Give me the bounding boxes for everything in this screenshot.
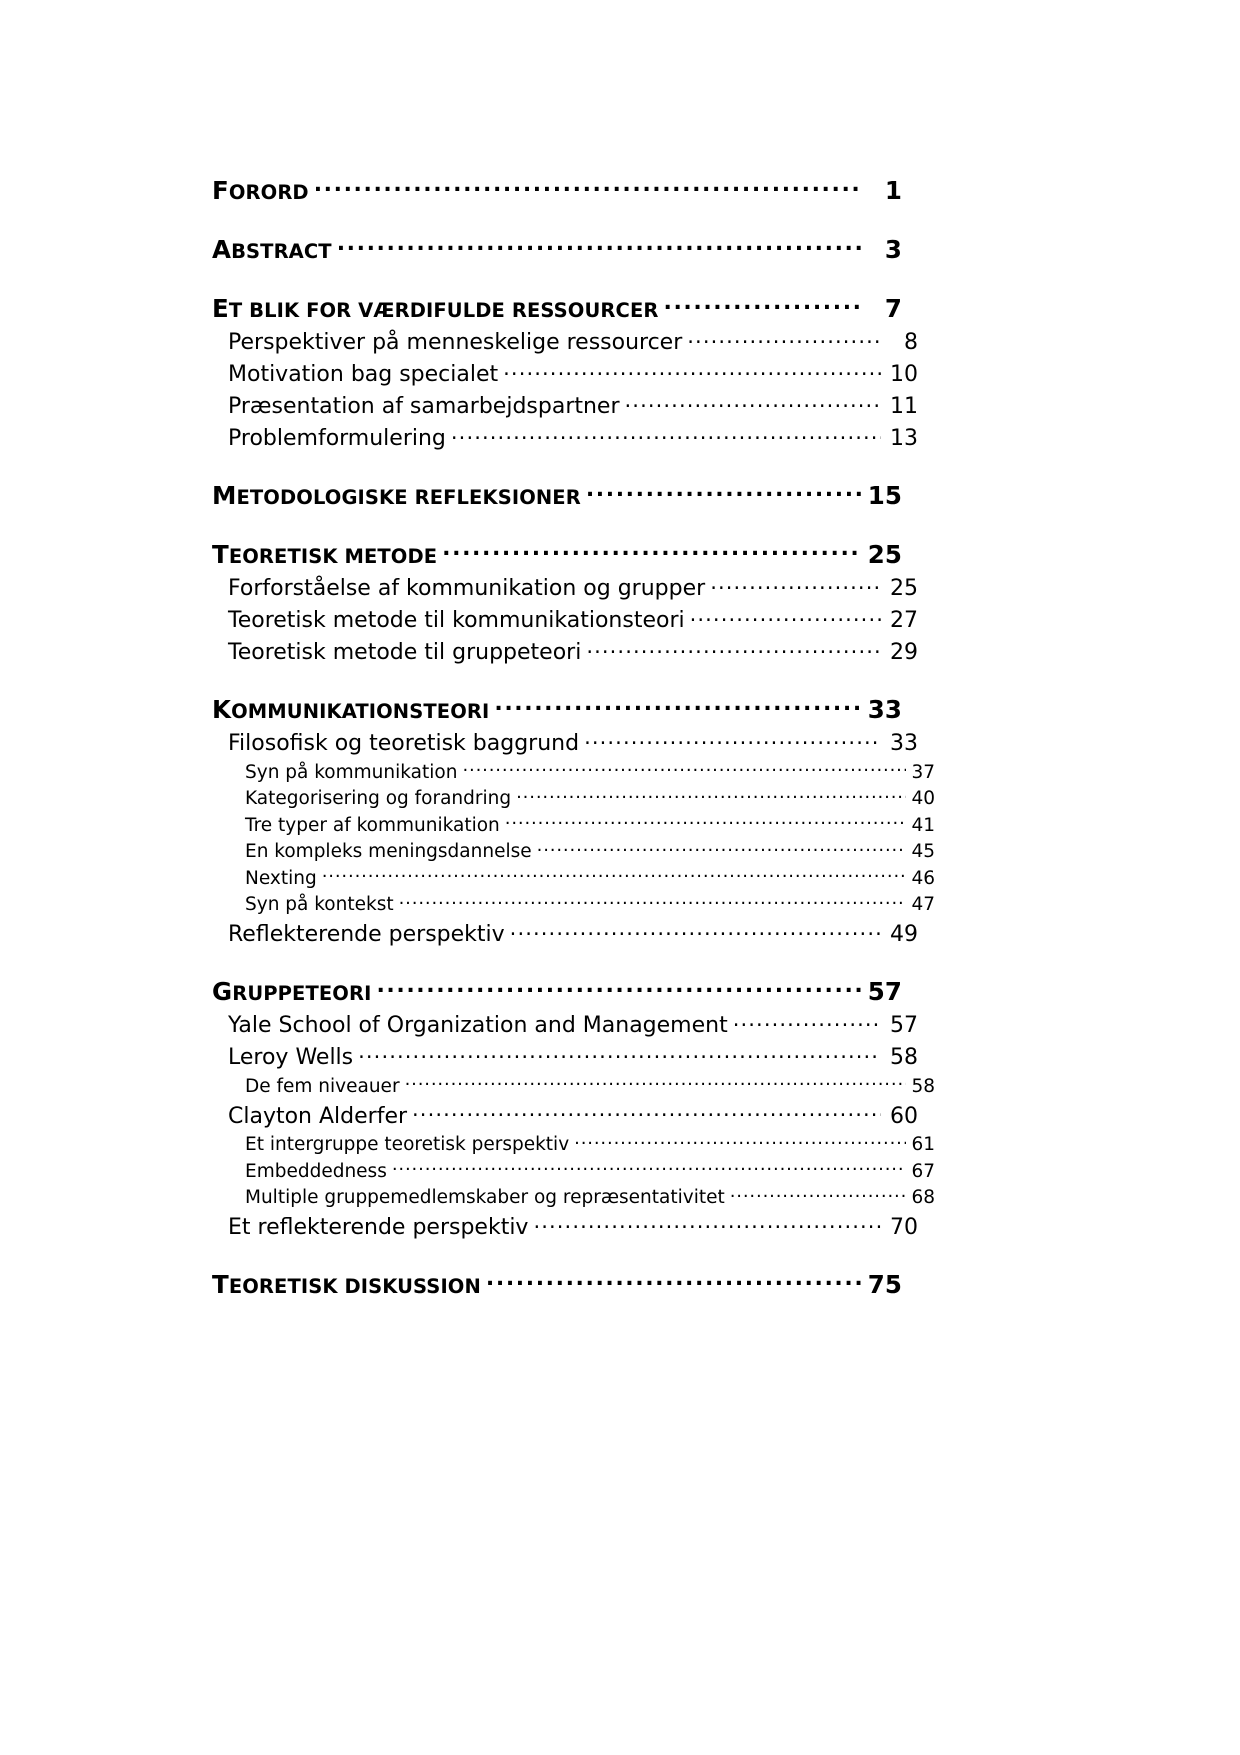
toc-section-entry[interactable] bbox=[245, 892, 935, 916]
toc-page-number: 40 bbox=[911, 788, 935, 809]
toc-dot-leader bbox=[442, 542, 861, 564]
toc-entry-label-rest: RUPPETEORI bbox=[232, 982, 372, 1005]
toc-entry-initial: G bbox=[212, 977, 233, 1006]
toc-entry-label: Kategorisering og forandring bbox=[245, 788, 512, 809]
toc-page-number: 57 bbox=[867, 977, 902, 1006]
toc-section-entry[interactable] bbox=[228, 573, 918, 601]
toc-section-entry[interactable] bbox=[245, 839, 935, 863]
toc-entry-label: Multiple gruppemedlemskaber og repræsentativitet bbox=[245, 1187, 725, 1208]
toc-chapter-entry[interactable] bbox=[212, 235, 902, 264]
toc-entry-label: Nexting bbox=[245, 867, 317, 889]
toc-page-number: 33 bbox=[890, 731, 918, 756]
toc-dot-leader bbox=[687, 327, 881, 349]
toc-entry-label: De fem niveauer bbox=[245, 1075, 400, 1097]
toc-entry-label: Tre typer af kommunikation bbox=[245, 814, 500, 836]
toc-entry-label: Reflekterende perspektiv bbox=[228, 922, 505, 947]
toc-page-number: 60 bbox=[890, 1103, 918, 1129]
toc-entry-label: Teoretisk metode til gruppeteori bbox=[228, 640, 582, 665]
toc-entry-label-rest: T BLIK FOR VÆRDIFULDE RESSOURCER bbox=[228, 299, 659, 322]
toc-page-number: 13 bbox=[890, 426, 918, 451]
toc-section-entry[interactable] bbox=[228, 391, 918, 419]
toc-dot-leader bbox=[337, 237, 861, 259]
toc-page-number: 68 bbox=[911, 1187, 935, 1208]
toc-page-number: 3 bbox=[884, 235, 902, 264]
toc-dot-leader bbox=[710, 573, 881, 595]
toc-entry-label: Clayton Alderfer bbox=[228, 1103, 408, 1129]
toc-chapter-entry[interactable] bbox=[212, 1270, 902, 1299]
toc-page-number: 49 bbox=[890, 922, 918, 947]
toc-entry-label: Leroy Wells bbox=[228, 1045, 354, 1070]
toc-dot-leader bbox=[412, 1101, 881, 1123]
toc-page-number: 8 bbox=[904, 330, 918, 355]
toc-page-number: 58 bbox=[911, 1075, 935, 1097]
toc-entry-label: Forforståelse af kommunikation og grupper bbox=[228, 576, 706, 601]
toc-entry-label bbox=[212, 1270, 485, 1299]
toc-dot-leader bbox=[314, 178, 861, 200]
toc-dot-leader bbox=[690, 605, 881, 627]
toc-dot-leader bbox=[730, 1185, 906, 1204]
toc-entry-label: Et reflekterende perspektiv bbox=[228, 1215, 529, 1240]
toc-section-entry[interactable] bbox=[245, 786, 935, 810]
toc-entry-label bbox=[212, 481, 585, 510]
toc-entry-initial: E bbox=[212, 294, 229, 323]
toc-dot-leader bbox=[486, 1272, 861, 1294]
toc-entry-label: Syn på kommunikation bbox=[245, 761, 458, 783]
toc-dot-leader bbox=[322, 865, 906, 884]
toc-section-entry[interactable] bbox=[228, 1101, 918, 1129]
toc-dot-leader bbox=[505, 812, 906, 831]
toc-page-number: 47 bbox=[911, 894, 935, 915]
toc-dot-leader bbox=[516, 786, 906, 805]
toc-chapter-entry[interactable] bbox=[212, 176, 902, 205]
toc-section-entry[interactable] bbox=[245, 1158, 935, 1182]
toc-entry-label: Motivation bag specialet bbox=[228, 362, 499, 387]
toc-entry-label: Filosofisk og teoretisk baggrund bbox=[228, 731, 580, 756]
toc-section-entry[interactable] bbox=[228, 1042, 918, 1070]
toc-entry-label: Præsentation af samarbejdspartner bbox=[228, 394, 620, 419]
toc-entry-label: Problemformulering bbox=[228, 426, 446, 451]
toc-entry-label bbox=[212, 176, 313, 205]
toc-dot-leader bbox=[586, 637, 881, 659]
toc-section-entry[interactable] bbox=[228, 728, 918, 756]
toc-section-entry[interactable] bbox=[245, 865, 935, 889]
toc-dot-leader bbox=[625, 391, 881, 413]
toc-entry-label: Syn på kontekst bbox=[245, 894, 394, 915]
toc-entry-label: Et intergruppe teoretisk perspektiv bbox=[245, 1134, 570, 1155]
table-of-contents bbox=[212, 176, 935, 1299]
toc-entry-initial: T bbox=[212, 540, 229, 569]
toc-entry-initial: T bbox=[212, 1270, 229, 1299]
toc-page-number: 15 bbox=[867, 481, 902, 510]
toc-chapter-entry[interactable] bbox=[212, 481, 902, 510]
toc-dot-leader bbox=[358, 1042, 881, 1064]
toc-dot-leader bbox=[392, 1158, 906, 1177]
toc-dot-leader bbox=[663, 296, 861, 318]
toc-entry-label-rest: ETODOLOGISKE REFLEKSIONER bbox=[236, 486, 581, 509]
toc-entry-label: Perspektiver på menneskelige ressourcer bbox=[228, 330, 683, 355]
toc-chapter-entry[interactable] bbox=[212, 695, 902, 724]
toc-chapter-entry[interactable] bbox=[212, 294, 902, 323]
toc-page-number: 33 bbox=[867, 695, 902, 724]
toc-dot-leader bbox=[510, 919, 881, 941]
toc-dot-leader bbox=[451, 423, 881, 445]
toc-page-number: 57 bbox=[890, 1013, 918, 1038]
toc-page-number: 1 bbox=[884, 176, 902, 205]
toc-page-number: 25 bbox=[867, 540, 902, 569]
toc-entry-label: En kompleks meningsdannelse bbox=[245, 841, 532, 862]
toc-dot-leader bbox=[399, 892, 906, 911]
toc-page-number: 7 bbox=[884, 294, 902, 323]
toc-entry-label bbox=[212, 977, 375, 1006]
toc-page-number: 70 bbox=[890, 1215, 918, 1240]
toc-section-entry[interactable] bbox=[228, 637, 918, 665]
toc-dot-leader bbox=[733, 1010, 881, 1032]
toc-dot-leader bbox=[584, 728, 881, 750]
toc-page-number: 11 bbox=[890, 394, 918, 419]
toc-page-number: 61 bbox=[911, 1134, 935, 1155]
toc-section-entry[interactable] bbox=[228, 919, 918, 947]
toc-dot-leader bbox=[533, 1212, 881, 1234]
toc-entry-initial: F bbox=[212, 176, 229, 205]
toc-dot-leader bbox=[462, 759, 906, 778]
toc-page-number: 46 bbox=[911, 867, 935, 889]
toc-dot-leader bbox=[376, 979, 861, 1001]
toc-section-entry[interactable] bbox=[245, 812, 935, 836]
toc-entry-initial: M bbox=[212, 481, 237, 510]
toc-section-entry[interactable] bbox=[245, 1073, 935, 1097]
toc-section-entry[interactable] bbox=[245, 1185, 935, 1209]
toc-page-number: 25 bbox=[890, 576, 918, 601]
toc-entry-label bbox=[212, 235, 336, 264]
toc-section-entry[interactable] bbox=[228, 423, 918, 451]
toc-dot-leader bbox=[574, 1132, 906, 1151]
toc-section-entry[interactable] bbox=[228, 605, 918, 633]
toc-dot-leader bbox=[537, 839, 906, 858]
toc-entry-label: Teoretisk metode til kommunikationsteori bbox=[228, 608, 685, 633]
toc-page-number: 41 bbox=[911, 814, 935, 836]
toc-entry-label bbox=[212, 540, 441, 569]
toc-section-entry[interactable] bbox=[228, 1212, 918, 1240]
toc-page-number: 58 bbox=[890, 1045, 918, 1070]
toc-entry-label-rest: BSTRACT bbox=[231, 240, 332, 263]
toc-dot-leader bbox=[494, 697, 861, 719]
toc-section-entry[interactable] bbox=[245, 1132, 935, 1156]
toc-page-number: 29 bbox=[890, 640, 918, 665]
toc-section-entry[interactable] bbox=[245, 759, 935, 783]
toc-entry-label-rest: OMMUNIKATIONSTEORI bbox=[231, 700, 490, 723]
toc-entry-label-rest: ORORD bbox=[228, 181, 309, 204]
toc-entry-label-rest: EORETISK DISKUSSION bbox=[228, 1275, 481, 1298]
toc-section-entry[interactable] bbox=[228, 327, 918, 355]
toc-entry-label: Yale School of Organization and Management bbox=[228, 1013, 728, 1038]
toc-entry-label bbox=[212, 294, 662, 323]
toc-section-entry[interactable] bbox=[228, 1010, 918, 1038]
toc-page-number: 75 bbox=[867, 1270, 902, 1299]
toc-entry-label: Embeddedness bbox=[245, 1160, 387, 1182]
toc-section-entry[interactable] bbox=[228, 359, 918, 387]
toc-page-number: 37 bbox=[911, 761, 935, 783]
toc-page-number: 10 bbox=[890, 362, 918, 387]
toc-entry-label bbox=[212, 695, 493, 724]
toc-page-number: 27 bbox=[890, 608, 918, 633]
toc-page-number: 67 bbox=[911, 1160, 935, 1182]
toc-dot-leader bbox=[503, 359, 881, 381]
toc-chapter-entry[interactable] bbox=[212, 540, 902, 569]
toc-dot-leader bbox=[405, 1073, 906, 1092]
toc-entry-initial: K bbox=[212, 695, 232, 724]
toc-entry-initial: A bbox=[212, 235, 232, 264]
toc-page-number: 45 bbox=[911, 841, 935, 862]
toc-entry-label-rest: EORETISK METODE bbox=[228, 545, 438, 568]
toc-chapter-entry[interactable] bbox=[212, 977, 902, 1006]
toc-dot-leader bbox=[586, 483, 861, 505]
